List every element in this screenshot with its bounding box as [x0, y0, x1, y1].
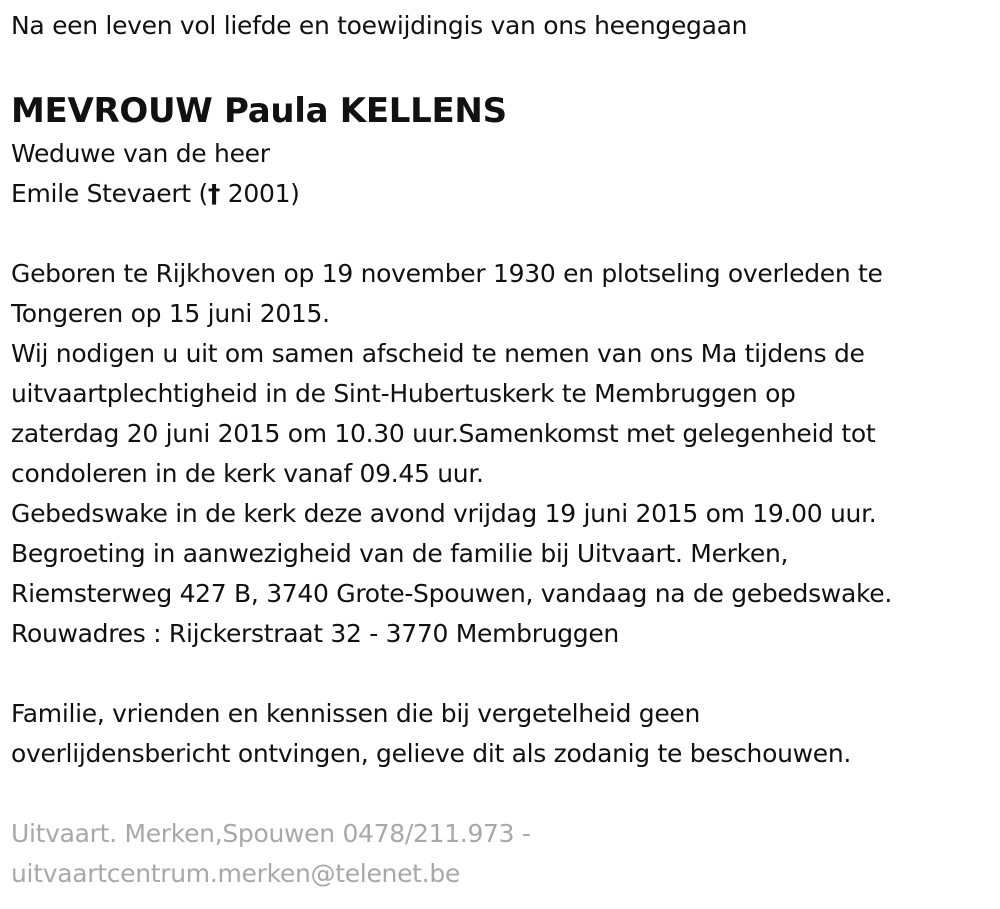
body-line: Begroeting in aanwezigheid van de familie bij Uitvaart. Merken, — [11, 539, 789, 568]
spacer — [11, 774, 1000, 814]
mourning-address: Rouwadres : Rijckerstraat 32 - 3770 Membruggen — [11, 619, 619, 648]
family-notice — [11, 694, 1000, 774]
spouse-name: Emile Stevaert ( — [11, 179, 208, 208]
body-line: Tongeren op 15 juni 2015. — [11, 299, 330, 328]
family-line: Familie, vrienden en kennissen die bij vergetelheid geen — [11, 699, 701, 728]
body-line: Gebedswake in de kerk deze avond vrijdag 19 juni 2015 om 19.00 uur. — [11, 499, 877, 528]
spouse-line-2 — [11, 174, 1000, 214]
intro-text: Na een leven vol liefde en toewijdingis van ons heengegaan — [11, 11, 748, 40]
cross-icon: † — [207, 179, 221, 208]
funeral-home-contact — [11, 814, 1000, 894]
body-line: Wij nodigen u uit om samen afscheid te nemen van ons Ma tijdens de — [11, 339, 865, 368]
family-line: overlijdensbericht ontvingen, gelieve dit als zodanig te beschouwen. — [11, 739, 852, 768]
body-line: zaterdag 20 juni 2015 om 10.30 uur.Samenkomst met gelegenheid tot — [11, 419, 876, 448]
body-line: uitvaartplechtigheid in de Sint-Hubertuskerk te Membruggen op — [11, 379, 796, 408]
announcement-body — [11, 254, 1000, 654]
funeral-home-email: uitvaartcentrum.merken@telenet.be — [11, 859, 460, 888]
body-line: Riemsterweg 427 B, 3740 Grote-Spouwen, vandaag na de gebedswake. — [11, 579, 892, 608]
body-line: Geboren te Rijkhoven op 19 november 1930 en plotseling overleden te — [11, 259, 883, 288]
body-line: condoleren in de kerk vanaf 09.45 uur. — [11, 459, 484, 488]
spouse-line-1: Weduwe van de heer — [11, 139, 270, 168]
funeral-home-phone: Uitvaart. Merken,Spouwen 0478/211.973 - — [11, 819, 531, 848]
spacer — [11, 214, 1000, 254]
spouse-death-year: 2001) — [220, 179, 300, 208]
spacer — [11, 654, 1000, 694]
deceased-name: MEVROUW Paula KELLENS — [11, 91, 507, 131]
